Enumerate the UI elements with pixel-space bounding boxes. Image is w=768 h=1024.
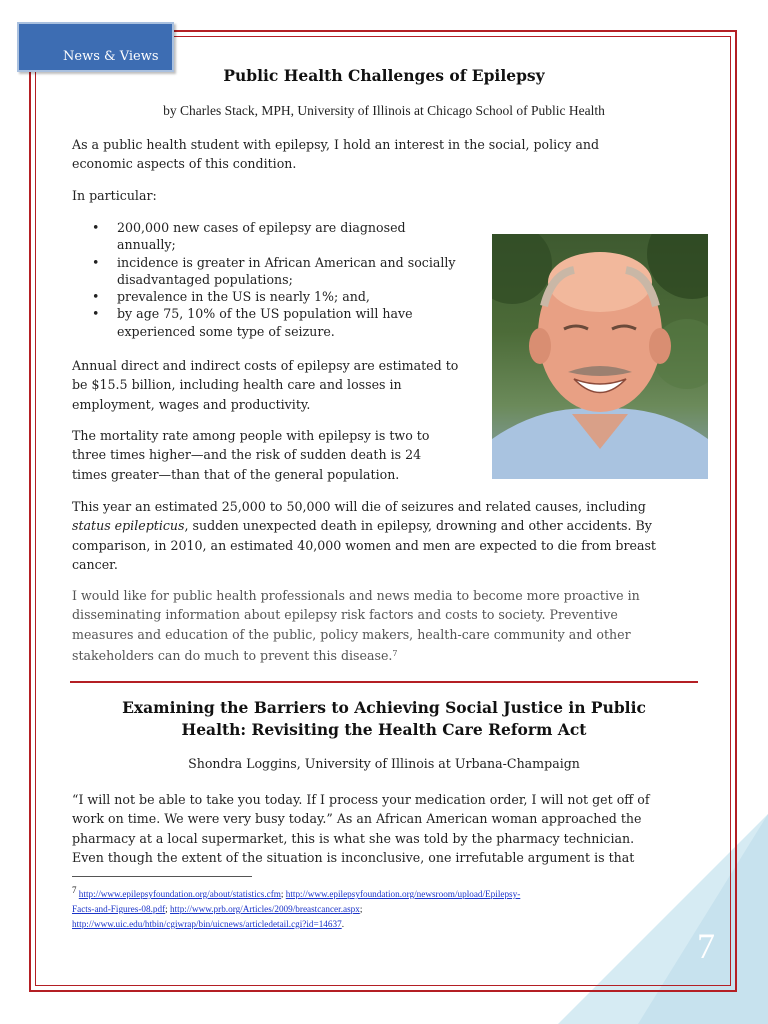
section-tab	[17, 22, 174, 72]
list-item	[117, 288, 482, 305]
list-item	[117, 254, 482, 289]
paragraph-line: comparison, in 2010, an estimated 40,000 women and men are expected to die from breast	[72, 537, 656, 553]
paragraph-line: cancer.	[72, 556, 118, 572]
list-item-line: experienced some type of seizure.	[117, 323, 335, 339]
list-item-line: • prevalence in the US is nearly 1%; and,	[117, 289, 370, 305]
paragraph-line: Annual direct and indirect costs of epilepsy are estimated to	[72, 358, 459, 373]
article1-mortality-paragraph	[72, 426, 429, 484]
footnote-link[interactable]: http://www.uic.edu/htbin/cgiwrap/bin/uicnews/articledetail.cgi?id=14637	[72, 919, 342, 929]
list-item-line: • incidence is greater in African American and socially	[117, 254, 456, 270]
footnote-number: 7	[72, 885, 77, 895]
article2-title-line: Health: Revisiting the Health Care Reform Act	[181, 720, 587, 739]
paragraph-line: employment, wages and productivity.	[72, 396, 311, 412]
paragraph-line	[72, 516, 656, 535]
article2-title-line: Examining the Barriers to Achieving Social Justice in Public	[122, 698, 646, 717]
article1-deaths-paragraph	[72, 497, 656, 574]
author-photo	[492, 234, 708, 479]
article2-byline: Shondra Loggins, University of Illinois at Urbana-Champaign	[188, 756, 580, 771]
italic-term: status epilepticus	[72, 518, 185, 534]
section-divider	[70, 681, 698, 683]
article1-title: Public Health Challenges of Epilepsy	[223, 66, 545, 85]
paragraph-line: measures and education of the public, policy makers, health-care community and other	[72, 626, 631, 642]
list-item	[117, 219, 482, 254]
article2-body	[72, 790, 649, 867]
paragraph-text: stakeholders can do much to prevent this disease.	[72, 647, 393, 663]
article1-in-particular: In particular:	[72, 188, 157, 203]
paragraph-line: pharmacy at a local supermarket, this is what she was told by the pharmacy technician.	[72, 830, 635, 846]
article1-costs-paragraph	[72, 356, 458, 414]
list-item-line: disadvantaged populations;	[117, 271, 293, 287]
list-item-line: • by age 75, 10% of the US population will have	[117, 306, 413, 322]
article1-closing-paragraph	[72, 586, 640, 665]
section-tab-label: News & Views	[63, 49, 159, 64]
footnote-link[interactable]: Facts-and-Figures-08.pdf	[72, 904, 166, 914]
paragraph-line	[72, 644, 640, 665]
paragraph-line: work on time. We were very busy today.” As an African American woman approached the	[72, 811, 642, 827]
article1-intro-line: economic aspects of this condition.	[72, 156, 297, 172]
footnote-link[interactable]: http://www.epilepsyfoundation.org/newsroom/upload/Epilepsy-	[285, 889, 521, 899]
paragraph-line: times greater—than that of the general population.	[72, 466, 400, 482]
page-number: 7	[697, 926, 715, 966]
footnote-ref: 7	[392, 648, 398, 658]
article1-intro-line: As a public health student with epilepsy, I hold an interest in the social, policy and	[72, 137, 600, 152]
footnote-separator: ;	[165, 904, 170, 914]
list-item-line: • 200,000 new cases of epilepsy are diagnosed	[117, 220, 406, 235]
article2-title	[0, 697, 768, 741]
author-photo-illustration	[492, 234, 708, 479]
statistics-list	[72, 219, 482, 340]
footnote-end: .	[341, 919, 344, 929]
paragraph-line: This year an estimated 25,000 to 50,000 will die of seizures and related causes, including	[72, 499, 646, 514]
paragraph-line: I would like for public health professionals and news media to become more proactive in	[72, 588, 640, 603]
paragraph-line: Even though the extent of the situation is inconclusive, one irrefutable argument is that	[72, 849, 635, 865]
footnote-separator: ;	[359, 904, 363, 914]
paragraph-line: “I will not be able to take you today. If I process your medication order, I will not get off of	[72, 792, 650, 807]
list-item	[117, 305, 482, 340]
footnote-separator: ;	[280, 889, 286, 899]
paragraph-line: disseminating information about epilepsy risk factors and costs to society. Preventive	[72, 607, 618, 623]
footnote	[72, 883, 697, 932]
article1-intro	[72, 135, 599, 174]
paragraph-line: The mortality rate among people with epilepsy is two to	[72, 428, 430, 443]
footnote-rule	[72, 876, 252, 877]
paragraph-line: three times higher—and the risk of sudden death is 24	[72, 447, 422, 463]
footnote-link[interactable]: http://www.prb.org/Articles/2009/breastcancer.aspx	[170, 904, 360, 914]
article1-byline: by Charles Stack, MPH, University of Illinois at Chicago School of Public Health	[163, 103, 605, 118]
footnote-link[interactable]: http://www.epilepsyfoundation.org/about/statistics.cfm	[78, 889, 281, 899]
paragraph-line: be $15.5 billion, including health care and losses in	[72, 377, 402, 393]
paragraph-text: , sudden unexpected death in epilepsy, drowning and other accidents. By	[184, 518, 652, 534]
list-item-line: annually;	[117, 237, 176, 253]
